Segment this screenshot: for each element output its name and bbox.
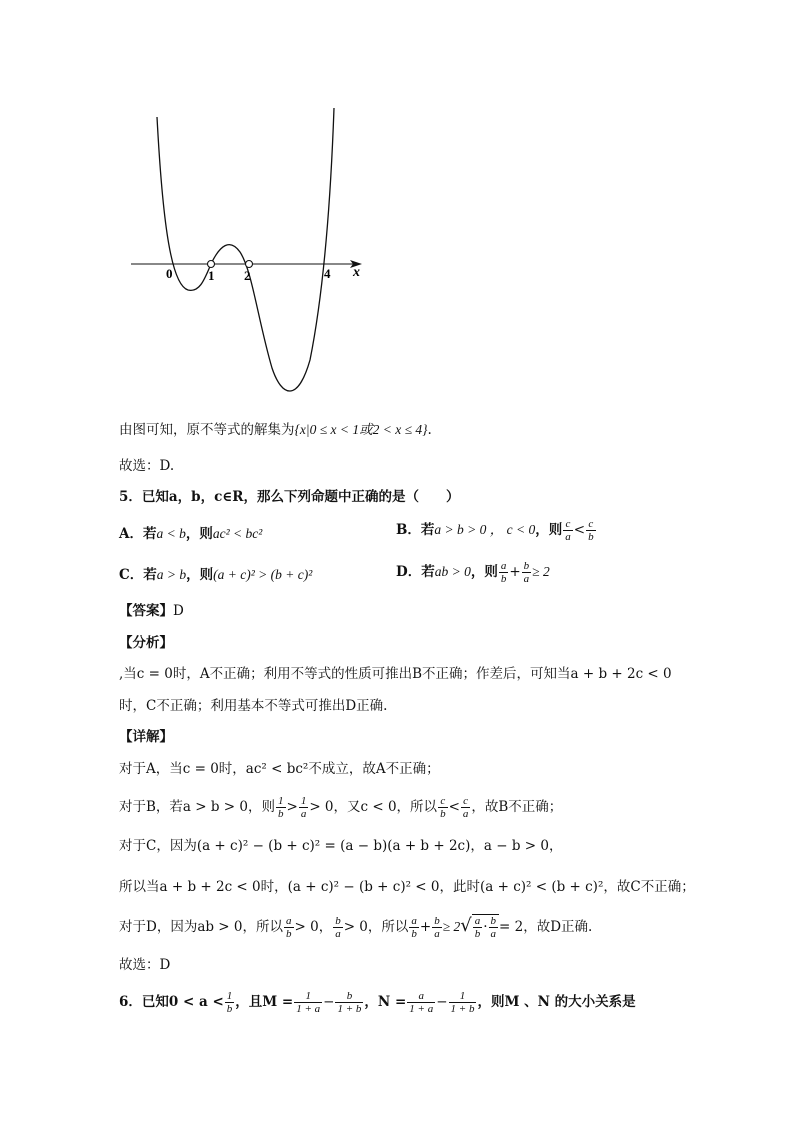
q5-option-a [119,524,262,544]
detail-b-pre: 对于B，若a > b > 0，则 [119,799,275,815]
detail-b-end: ，故B不正确； [471,799,563,815]
axis-label-x: x [353,265,360,280]
conclusion-end: . [427,422,432,438]
detail-c-2: 所以当a + b + 2c < 0时，(a + c)² − (b + c)² < 0，此时(a + c)² < (b + c)²，故C不正确； [119,879,695,895]
answer-value: D [173,603,184,619]
analysis-line-1: ,当c = 0时，A不正确；利用不等式的性质可推出B不正确；作差后，可知当a + b + 2c < 0 [119,666,672,682]
detail-d-end: = 2，故D正确. [499,919,593,935]
tick-label-0: 0 [166,266,173,281]
curve [157,108,334,391]
detail-d: 对于D，因为ab > 0，所以 $\frac{a}{b}$ > 0， $\frac{b}{a}$ > 0，所以 $\frac{a}{b}$ + $\frac{b}{a}$ ≥ 2√ $\frac{a}{b}$ · $\frac{b}{a}$ = 2，故D正确. [119,915,593,940]
option-c-label: C．若 [119,567,157,583]
option-b-then: ，则 [535,522,563,538]
detail-label: 【详解】 [119,729,173,745]
answer-line [119,601,184,621]
option-d-cond: ab > 0 [434,564,471,579]
detail-d-mid3: ≥ 2 [442,919,461,934]
analysis-line-2: 时，C不正确；利用基本不等式可推出D正确. [119,698,388,714]
option-d-then: ，则 [470,564,498,580]
option-d-result: ≥ 2 [532,564,550,579]
option-a-label: A．若 [119,526,157,542]
option-c-cond: a > b [156,567,187,582]
conclusion-line [119,420,432,440]
q5-option-c [119,565,312,585]
q5-option-b: B．若a > b > 0 ， c < 0，则 $\frac{c}{a}$ < $\frac{c}{b}$ [396,518,594,543]
option-a-cond: a < b [156,526,186,541]
detail-b: 对于B，若a > b > 0，则 $\frac{1}{b}$ > $\frac{1}{a}$ > 0，又c < 0，所以 $\frac{c}{b}$ < $\frac{c}{a}$ ，故B不正确； [119,795,563,820]
q6-mid: ，且M = [235,994,294,1010]
detail-d-pre: 对于D，因为ab > 0，所以 [119,919,283,935]
tick-label-2: 2 [244,268,251,283]
q6-stem: 6．已知0 < a < $\frac{1}{b}$ ，且M = $\frac{1}{1 + a}$ − $\frac{b}{1 + b}$ ，N = $\frac{a}{1 + a}$ − $\frac{1}{1 + b}$ ，则M 、N 的大小关系是 [119,990,636,1015]
detail-b-mid: > 0，又c < 0，所以 [309,799,438,815]
option-a-then: ，则 [185,526,213,542]
option-c-then: ，则 [186,567,214,583]
answer-label: 【答案】 [119,603,173,619]
option-d-label: D．若 [396,564,435,580]
option-b-cond: a > b > 0 ， c < 0 [434,522,536,537]
detail-choice: 故选：D [119,957,171,973]
option-c-result: (a + c)² > (b + c)² [213,567,313,582]
function-graph [0,0,794,420]
q5-option-d: D．若ab > 0，则 $\frac{a}{b}$ + $\frac{b}{a}$ ≥ 2 [396,560,550,585]
option-a-result: ac² < bc² [212,526,263,541]
open-point-1 [208,261,215,268]
option-b-label: B．若 [396,522,435,538]
tick-label-4: 4 [324,266,331,281]
q6-end: ，则M 、N 的大小关系是 [477,994,636,1010]
q6-pre: 6．已知0 < a < [119,994,224,1010]
detail-c: 对于C，因为(a + c)² − (b + c)² = (a − b)(a + b + 2c)，a − b > 0， [119,838,563,854]
conclusion-text: 由图可知，原不等式的解集为 [119,422,295,438]
analysis-label: 【分析】 [119,635,173,651]
prev-choice: 故选：D. [119,458,175,474]
open-point-2 [246,261,253,268]
tick-label-1: 1 [208,268,215,283]
q5-stem: 5．已知a，b，c∈R，那么下列命题中正确的是（ ） [119,489,460,505]
detail-d-mid1: > 0， [294,919,333,935]
q6-mid2: ，N = [364,994,407,1010]
solution-set: {x|0 ≤ x < 1或2 < x ≤ 4} [294,422,428,437]
detail-a: 对于A，当c = 0时，ac² < bc²不成立，故A不正确； [119,761,440,777]
detail-d-mid2: > 0，所以 [343,919,409,935]
